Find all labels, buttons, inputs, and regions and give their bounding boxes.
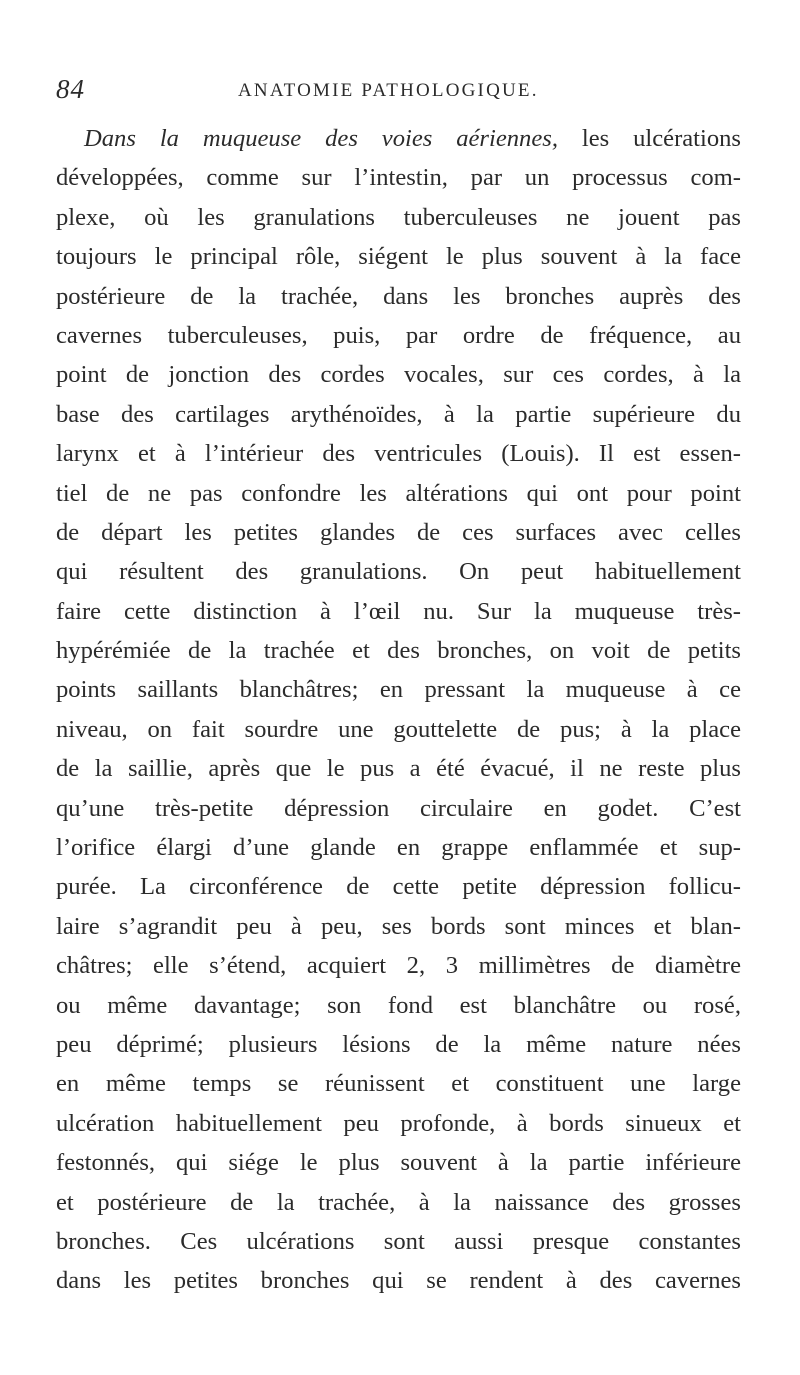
text-line: points saillants blanchâtres; en pressant la muqueuse à ce [56, 676, 741, 704]
text-line: ou même davantage; son fond est blanchâtre ou rosé, [56, 991, 741, 1019]
text-line: qui résultent des granulations. On peut habituellement [56, 558, 741, 586]
page-number: 84 [56, 74, 85, 104]
text-line: base des cartilages arythénoïdes, à la partie supérieure du [56, 400, 741, 428]
text-line: en même temps se réunissent et constituent une large [56, 1070, 741, 1098]
running-header [56, 74, 746, 108]
text-line: cavernes tuberculeuses, puis, par ordre de fréquence, au [56, 321, 741, 349]
running-title: ANATOMIE PATHOLOGIQUE. [238, 80, 539, 101]
text-line: dans les petites bronches qui se rendent à des cavernes [56, 1267, 741, 1295]
text-line: postérieure de la trachée, dans les bronches auprès des [56, 282, 741, 310]
text-line: hypérémiée de la trachée et des bronches, on voit de petits [56, 637, 741, 665]
text-line: châtres; elle s’étend, acquiert 2, 3 millimètres de diamètre [56, 952, 741, 980]
text-line: faire cette distinction à l’œil nu. Sur la muqueuse très- [56, 597, 741, 625]
text-line: larynx et à l’intérieur des ventricules (Louis). Il est essen- [56, 440, 741, 468]
text-line: ulcération habituellement peu profonde, à bords sinueux et [56, 1109, 741, 1137]
text-line-1-rest: les ulcérations [557, 125, 741, 152]
text-line: purée. La circonférence de cette petite dépression follicu- [56, 873, 741, 901]
text-line: et postérieure de la trachée, à la naissance des grosses [56, 1188, 741, 1216]
text-line: peu déprimé; plusieurs lésions de la même nature nées [56, 1030, 741, 1058]
italic-lead: Dans la muqueuse des voies aériennes, [84, 125, 558, 152]
text-line: plexe, où les granulations tuberculeuses ne jouent pas [56, 203, 741, 231]
text-line: toujours le principal rôle, siégent le plus souvent à la face [56, 243, 741, 271]
text-line: bronches. Ces ulcérations sont aussi presque constantes [56, 1227, 741, 1255]
text-line: qu’une très-petite dépression circulaire en godet. C’est [56, 794, 741, 822]
text-line: festonnés, qui siége le plus souvent à la partie inférieure [56, 1149, 741, 1177]
text-line: développées, comme sur l’intestin, par un processus com- [56, 164, 741, 192]
text-line-1 [56, 119, 741, 158]
text-line: de la saillie, après que le pus a été évacué, il ne reste plus [56, 755, 741, 783]
text-line: tiel de ne pas confondre les altérations qui ont pour point [56, 479, 741, 507]
text-line: l’orifice élargi d’une glande en grappe enflammée et sup- [56, 834, 741, 862]
text-line: de départ les petites glandes de ces surfaces avec celles [56, 518, 741, 546]
text-line: niveau, on fait sourdre une gouttelette de pus; à la place [56, 715, 741, 743]
text-line: point de jonction des cordes vocales, sur ces cordes, à la [56, 361, 741, 389]
text-line: laire s’agrandit peu à peu, ses bords sont minces et blan- [56, 912, 741, 940]
body-paragraph [56, 119, 741, 1301]
